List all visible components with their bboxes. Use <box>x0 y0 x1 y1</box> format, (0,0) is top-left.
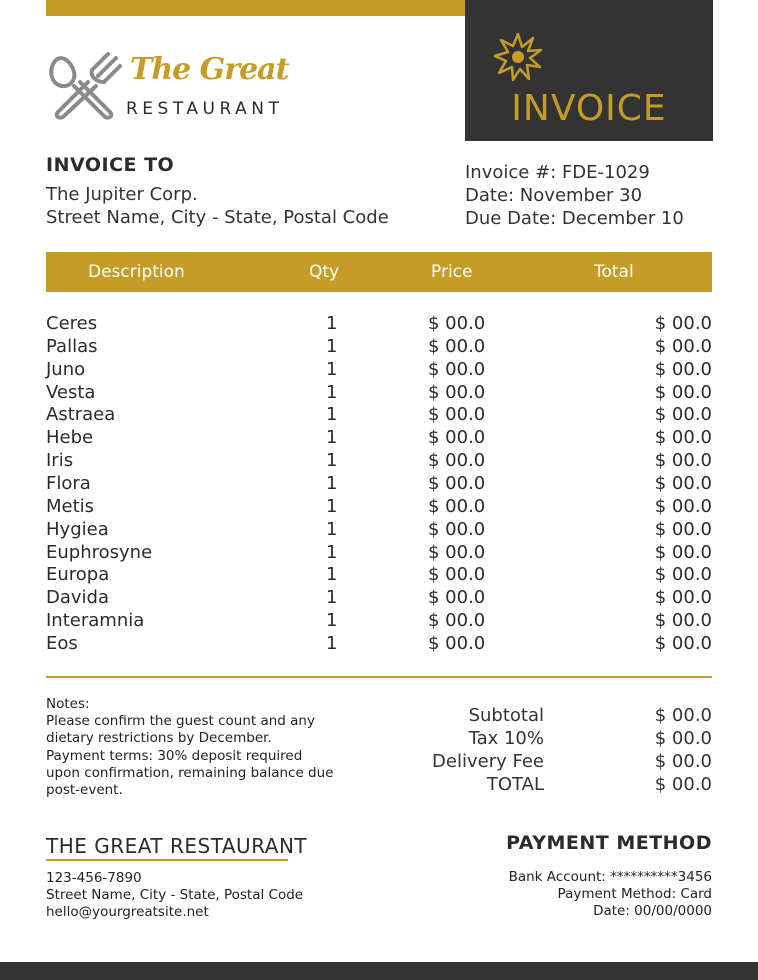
notes-label: Notes: <box>46 696 90 712</box>
sparkle-icon <box>493 32 543 82</box>
row-price: $ 00.0 <box>428 495 486 517</box>
fork-spoon-logo-icon <box>46 50 126 124</box>
restaurant-name-underline <box>46 859 288 861</box>
row-qty: 1 <box>326 610 338 632</box>
client-name: The Jupiter Corp. <box>46 184 198 205</box>
invoice-to-heading: INVOICE TO <box>46 154 175 176</box>
notes-text-payment-terms: Payment terms: 30% deposit required upon confirmation, remaining balance due post-event. <box>46 747 334 799</box>
total-label: TOTAL <box>486 774 544 795</box>
restaurant-email: hello@yourgreatsite.net <box>46 904 209 920</box>
row-price: $ 00.0 <box>428 335 486 357</box>
row-description: Europa <box>46 564 110 586</box>
payment-date: Date: 00/00/0000 <box>593 903 712 919</box>
table-row <box>46 564 712 586</box>
row-total: $ 00.0 <box>654 427 712 449</box>
row-price: $ 00.0 <box>428 541 486 563</box>
logo-subtitle: RESTAURANT <box>126 99 284 119</box>
section-divider <box>46 676 712 678</box>
subtotal-label: Subtotal <box>468 705 544 726</box>
tax-value: $ 00.0 <box>654 728 712 749</box>
restaurant-name: THE GREAT RESTAURANT <box>46 834 308 858</box>
table-row <box>46 610 712 632</box>
row-price: $ 00.0 <box>428 632 486 654</box>
row-qty: 1 <box>326 313 338 334</box>
row-price: $ 00.0 <box>428 587 486 609</box>
row-qty: 1 <box>326 587 338 609</box>
table-row <box>46 359 712 381</box>
invoice-due-date: Due Date: December 10 <box>465 208 684 229</box>
row-total: $ 00.0 <box>654 632 712 654</box>
row-total: $ 00.0 <box>654 358 712 380</box>
delivery-fee-label: Delivery Fee <box>432 751 544 772</box>
delivery-fee-value: $ 00.0 <box>654 751 712 772</box>
row-qty: 1 <box>326 450 338 472</box>
subtotal-value: $ 00.0 <box>654 705 712 726</box>
notes-text-guest-count: Please confirm the guest count and any dietary restrictions by December. <box>46 713 315 747</box>
invoice-title: INVOICE <box>511 88 667 129</box>
row-qty: 1 <box>326 495 338 517</box>
row-total: $ 00.0 <box>654 450 712 472</box>
row-qty: 1 <box>326 381 338 403</box>
row-price: $ 00.0 <box>428 313 486 334</box>
row-total: $ 00.0 <box>654 495 712 517</box>
row-description: Juno <box>46 358 86 380</box>
restaurant-phone: 123-456-7890 <box>46 870 142 886</box>
row-description: Hebe <box>46 427 94 449</box>
total-value: $ 00.0 <box>654 774 712 795</box>
logo-script-text: The Great <box>130 52 289 87</box>
row-total: $ 00.0 <box>654 404 712 426</box>
row-total: $ 00.0 <box>654 335 712 357</box>
row-price: $ 00.0 <box>428 427 486 449</box>
row-total: $ 00.0 <box>654 541 712 563</box>
table-row <box>46 450 712 472</box>
row-qty: 1 <box>326 564 338 586</box>
row-price: $ 00.0 <box>428 404 486 426</box>
notes-block <box>46 696 336 799</box>
table-header <box>46 252 712 292</box>
row-price: $ 00.0 <box>428 564 486 586</box>
top-accent-bar <box>46 0 465 16</box>
row-description: Metis <box>46 495 95 517</box>
row-description: Hygiea <box>46 518 109 540</box>
row-total: $ 00.0 <box>654 564 712 586</box>
bottom-accent-bar <box>0 962 758 980</box>
row-qty: 1 <box>326 632 338 654</box>
row-description: Euphrosyne <box>46 541 153 563</box>
row-price: $ 00.0 <box>428 358 486 380</box>
row-qty: 1 <box>326 335 338 357</box>
row-description: Pallas <box>46 335 98 357</box>
row-total: $ 00.0 <box>654 472 712 494</box>
table-row <box>46 587 712 609</box>
restaurant-address: Street Name, City - State, Postal Code <box>46 887 304 903</box>
row-description: Astraea <box>46 404 116 426</box>
table-row <box>46 313 712 335</box>
row-description: Davida <box>46 587 109 609</box>
row-qty: 1 <box>326 518 338 540</box>
row-total: $ 00.0 <box>654 381 712 403</box>
column-header-total: Total <box>594 262 634 282</box>
row-qty: 1 <box>326 404 338 426</box>
row-description: Flora <box>46 472 91 494</box>
invoice-number: Invoice #: FDE-1029 <box>465 162 650 183</box>
row-price: $ 00.0 <box>428 610 486 632</box>
row-price: $ 00.0 <box>428 450 486 472</box>
column-header-price: Price <box>431 262 473 282</box>
table-row <box>46 633 712 655</box>
table-row <box>46 542 712 564</box>
row-description: Vesta <box>46 381 96 403</box>
tax-label: Tax 10% <box>468 728 544 749</box>
column-header-qty: Qty <box>309 262 340 282</box>
row-price: $ 00.0 <box>428 518 486 540</box>
bank-account: Bank Account: **********3456 <box>508 869 712 885</box>
row-total: $ 00.0 <box>654 610 712 632</box>
row-total: $ 00.0 <box>654 313 712 334</box>
row-total: $ 00.0 <box>654 518 712 540</box>
table-row <box>46 336 712 358</box>
row-description: Ceres <box>46 313 98 334</box>
row-total: $ 00.0 <box>654 587 712 609</box>
table-row <box>46 519 712 541</box>
table-row <box>46 473 712 495</box>
row-description: Interamnia <box>46 610 145 632</box>
row-qty: 1 <box>326 472 338 494</box>
row-qty: 1 <box>326 427 338 449</box>
payment-method: Payment Method: Card <box>557 886 712 902</box>
row-price: $ 00.0 <box>428 381 486 403</box>
table-row <box>46 404 712 426</box>
row-description: Iris <box>46 450 74 472</box>
client-address: Street Name, City - State, Postal Code <box>46 207 389 228</box>
table-row <box>46 382 712 404</box>
table-row <box>46 427 712 449</box>
table-row <box>46 496 712 518</box>
column-header-description: Description <box>88 262 185 282</box>
payment-method-heading: PAYMENT METHOD <box>506 832 712 854</box>
row-qty: 1 <box>326 358 338 380</box>
row-qty: 1 <box>326 541 338 563</box>
row-description: Eos <box>46 632 78 654</box>
invoice-date: Date: November 30 <box>465 185 643 206</box>
row-price: $ 00.0 <box>428 472 486 494</box>
